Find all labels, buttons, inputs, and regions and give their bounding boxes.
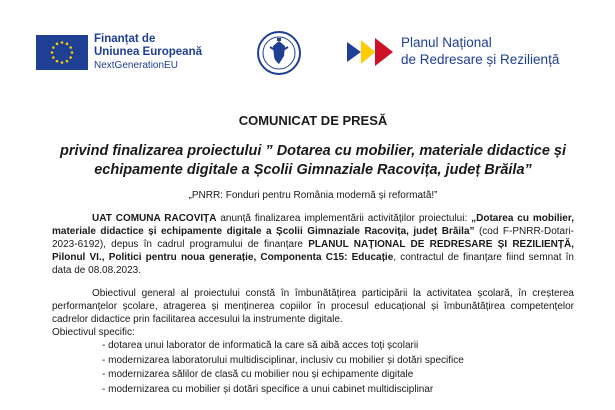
intro-text-2: (cod F-PNRR-Dotari-2023-6192), depus în cadrul programului de finanțare bbox=[52, 226, 574, 250]
star-icon bbox=[56, 43, 59, 46]
page-title: COMUNICAT DE PRESĂ bbox=[238, 113, 388, 128]
specific-objective-label: Obiectivul specific: bbox=[52, 327, 135, 338]
general-objective-paragraph: Obiectivul general al proiectului constă în îmbunătățirea participării la activitatea școlară, în creșterea performanțelor școlare, atragerea și menținerea copiilor în procesul educațional și îmbunătățirea competențelor cadrelor didactice prin facilitarea accesului la instrumente digitale. bbox=[52, 288, 574, 325]
beneficiary-name: UAT COMUNA RACOVIȚA bbox=[92, 213, 217, 224]
program-motto: „PNRR: Fonduri pentru România modernă și reformată!” bbox=[188, 190, 438, 201]
star-icon bbox=[61, 41, 64, 44]
pnrr-logo-line2: de Redresare și Reziliență bbox=[401, 52, 560, 67]
star-icon bbox=[51, 51, 54, 54]
eu-flag-icon bbox=[36, 35, 88, 70]
star-icon bbox=[69, 56, 72, 59]
star-icon bbox=[66, 43, 69, 46]
eu-logo-line2: Uniunea Europeană bbox=[94, 46, 202, 58]
star-icon bbox=[56, 60, 59, 63]
eu-logo-line3: NextGenerationEU bbox=[94, 60, 178, 71]
list-item: - modernizarea sălilor de clasă cu mobilier nou și echipamente digitale bbox=[102, 369, 414, 380]
press-release bbox=[52, 113, 574, 397]
intro-text-3: , contractul de finanțare fiind semnat în data de 08.08.2023. bbox=[52, 252, 574, 276]
program-name: PLANUL NAȚIONAL DE REDRESARE ȘI REZILIENȚĂ, Pilonul VI., Politici pentru noua generație, Componenta C15: Educație bbox=[52, 239, 574, 263]
star-icon bbox=[61, 61, 64, 64]
objectives-list bbox=[52, 339, 574, 397]
star-icon bbox=[69, 46, 72, 49]
pnrr-arrow-icon bbox=[345, 34, 397, 70]
project-title: „Dotarea cu mobilier, materiale didactice și echipamente digitale a Școlii Gimnaziale Racovița, județ Brăila” bbox=[52, 213, 574, 237]
eu-logo-line1: Finanțat de bbox=[94, 33, 156, 45]
star-icon bbox=[71, 51, 74, 54]
pnrr-logo-line1: Planul Național bbox=[401, 35, 492, 50]
star-icon bbox=[52, 56, 55, 59]
star-icon bbox=[52, 46, 55, 49]
intro-text-1: anunță finalizarea implementării activităților proiectului: bbox=[216, 213, 472, 224]
document-subtitle: privind finalizarea proiectului ” Dotarea cu mobilier, materiale didactice și echipamente digitale a Școlii Gimnaziale Racovița, județ Brăila” bbox=[59, 143, 567, 178]
list-item: - modernizarea laboratorului multidisciplinar, inclusiv cu mobilier și dotări specifice bbox=[102, 354, 464, 366]
list-item: - dotarea unui laborator de informatică la care să aibă acces toți școlarii bbox=[102, 340, 419, 351]
government-crest-icon bbox=[256, 30, 302, 76]
star-icon bbox=[66, 60, 69, 63]
list-item: - modernizarea cu mobilier și dotări specifice a unui cabinet multidisciplinar bbox=[102, 383, 434, 395]
logo-bar bbox=[0, 30, 615, 80]
intro-paragraph bbox=[52, 212, 574, 277]
